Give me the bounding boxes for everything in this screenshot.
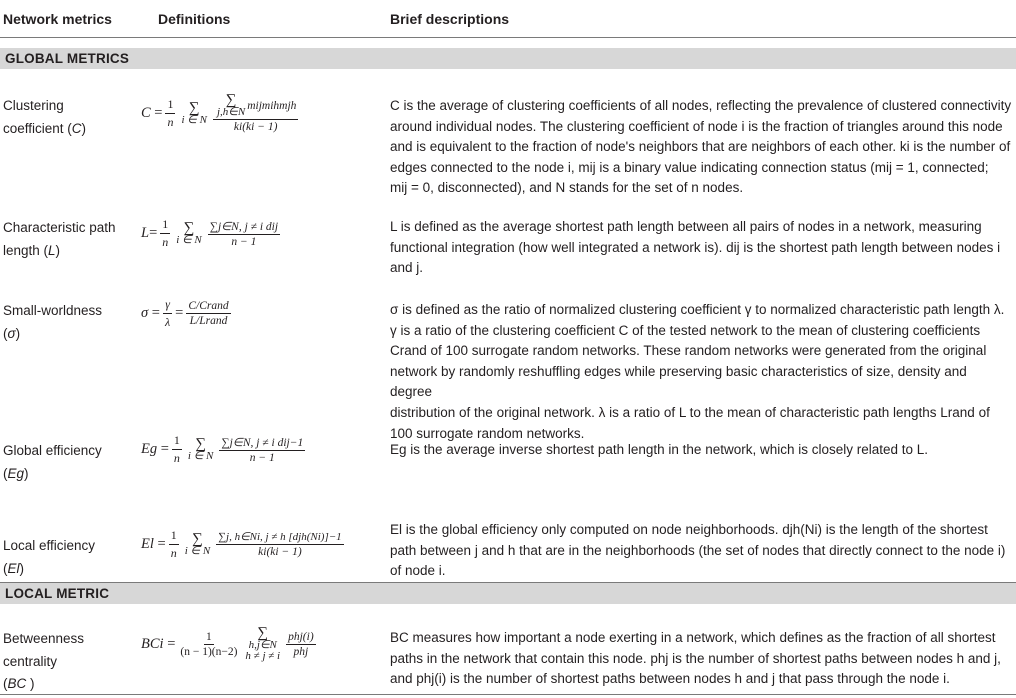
desc-betweenness: BC measures how important a node exerting in a network, which defines as the fraction of all shortest paths in the network that contain this node. phj is the number of shortest paths between nodes h and j, and phj(i) is the number of shortest paths between nodes h and j that pass through the node i.	[390, 630, 1001, 687]
formula-small-worldness: σ = $\frac{\gamma}{\lambda}$ = $\frac{\text{C/Crand}}{\text{L/Lrand}}$	[141, 296, 229, 329]
metric-clustering: Clustering coefficient (C)	[3, 98, 87, 136]
section-global-metrics: GLOBAL METRICS	[0, 48, 1016, 69]
desc-path-length: L is defined as the average shortest path length between all pairs of nodes in a network, measuring functional integration (how well integrated a network is). dij is the shortest path length between nodes i and j.	[390, 219, 1001, 276]
metric-global-efficiency: Global efficiency (Eg)	[3, 443, 102, 481]
metric-small-worldness: Small-worldness (σ)	[3, 303, 103, 341]
desc-local-efficiency: El is the global efficiency only computed on node neighborhoods. djh(Ni) is the length of the shortest path between j and h that are in the neighborhoods (the set of nodes that directly connect to the node i) of node i.	[390, 522, 1006, 579]
metric-local-efficiency: Local efficiency (El)	[3, 538, 96, 576]
formula-local-efficiency: El = $\frac{1}{n}$ ∑ i ∈ N $\frac{\text{∑j, h∈Ni, j ≠ h [djh(Ni)]−1}}{ki(ki - 1)}$	[141, 527, 342, 560]
formula-betweenness: BCi = $\frac{1}{(n - 1)(n-2)}$ ∑ h,j∈N h ≠ j ≠ i $\frac{\text{phj(i)}}{\text{phj}}$	[141, 625, 314, 662]
header-rule	[0, 37, 1016, 38]
bottom-rule	[0, 694, 1016, 695]
metric-betweenness: Betweenness centrality (BC )	[3, 631, 85, 691]
metric-path-length: Characteristic path length (L)	[3, 220, 116, 258]
desc-clustering: C is the average of clustering coefficients of all nodes, reflecting the prevalence of clustered connectivity around individual nodes. The clustering coefficient of node i is the fraction of triangles around this node and is equivalent to the fraction of node's neighbors that are neighbors of each other. ki is the number of edges connected to the node i, mij is a binary value indicating connection status (mij = 1, connected; mij = 0, disconnected), and N stands for the set of n nodes.	[390, 98, 1012, 196]
section-local-metric: LOCAL METRIC	[0, 583, 1016, 604]
formula-clustering: C = $\frac{1}{n}$ ∑ i ∈ N ∑ j,h∈N mijmihmjh ki(ki − 1)	[141, 92, 297, 133]
desc-small-worldness: σ is defined as the ratio of normalized clustering coefficient γ to normalized characteristic path length λ. γ is a ratio of the clustering coefficient C of the tested network to the mean of clustering coefficients Crand of 100 surrogate random networks. These random networks were generated from the original network by randomly reshuffling edges while preserving basic characteristics of size, density and degree distribution of the original network. λ is a ratio of L to the mean of characteristic path lengths Lrand of 100 surrogate random networks.	[390, 302, 1005, 441]
desc-global-efficiency: Eg is the average inverse shortest path length in the network, which is closely related to L.	[390, 442, 929, 457]
col-header-descriptions: Brief descriptions	[390, 11, 510, 27]
col-header-definitions: Definitions	[158, 11, 231, 27]
formula-global-efficiency: Eg = $\frac{1}{n}$ ∑ i ∈ N $\frac{\text{∑j∈N, j ≠ i dij−1}}{n - 1}$	[141, 432, 304, 465]
col-header-metrics: Network metrics	[3, 11, 112, 27]
formula-path-length: L = $\frac{1}{n}$ ∑ i ∈ N $\frac{\text{∑j∈N, j ≠ i dij}}{n - 1}$	[141, 216, 279, 249]
